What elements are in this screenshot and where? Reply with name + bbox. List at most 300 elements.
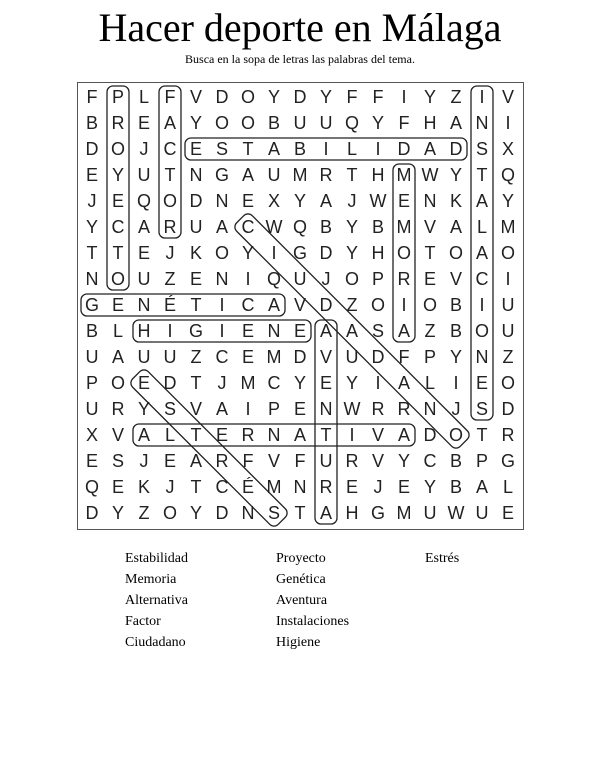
word-list-item: Proyecto [276, 551, 326, 566]
grid-cell: R [111, 399, 125, 419]
grid-cell: U [475, 503, 489, 523]
grid-cell: P [267, 399, 280, 419]
grid-cell: A [397, 425, 410, 445]
grid-cell: E [163, 451, 176, 471]
grid-cell: E [111, 477, 124, 497]
grid-cell: Q [266, 269, 281, 289]
grid-cell: U [319, 113, 333, 133]
grid-cell: O [344, 269, 359, 289]
grid-cell: B [85, 321, 98, 341]
grid-cell: E [137, 373, 150, 393]
grid-cell: J [165, 477, 175, 497]
grid-cell: Y [345, 243, 358, 263]
grid-cell: Z [190, 347, 202, 367]
grid-cell: T [476, 165, 488, 185]
grid-cell: D [371, 347, 385, 367]
grid-cell: D [397, 139, 411, 159]
grid-cell: Y [397, 451, 410, 471]
grid-cell: V [423, 217, 436, 237]
grid-cell: I [479, 87, 485, 107]
grid-cell: Y [111, 165, 124, 185]
grid-cell: O [396, 243, 411, 263]
grid-cell: E [111, 295, 124, 315]
grid-cell: A [449, 113, 462, 133]
grid-cell: L [424, 373, 435, 393]
instructions: Busca en la sopa de letras las palabras del tema. [185, 52, 415, 66]
grid-cell: Y [345, 373, 358, 393]
grid-cell: E [215, 425, 228, 445]
grid-cell: V [189, 399, 202, 419]
grid-cell: M [266, 477, 282, 497]
grid-cell: N [215, 191, 229, 211]
grid-cell: R [501, 425, 515, 445]
grid-cell: A [345, 321, 358, 341]
grid-cell: H [371, 243, 385, 263]
grid-cell: A [475, 243, 488, 263]
grid-cell: D [423, 425, 437, 445]
grid-cell: E [189, 139, 202, 159]
grid-cell: U [319, 451, 333, 471]
grid-cell: D [319, 295, 333, 315]
grid-cell: P [85, 373, 98, 393]
grid-cell: E [241, 191, 254, 211]
grid-cell: M [292, 165, 308, 185]
grid-cell: I [375, 373, 381, 393]
grid-cell: J [373, 477, 383, 497]
grid-cell: U [85, 399, 99, 419]
grid-cell: U [293, 113, 307, 133]
grid-cell: E [85, 165, 98, 185]
grid-cell: Z [502, 347, 514, 367]
grid-cell: T [164, 165, 176, 185]
grid-cell: W [265, 217, 283, 237]
grid-cell: U [423, 503, 437, 523]
grid-cell: U [137, 165, 151, 185]
grid-cell: I [245, 269, 251, 289]
grid-cell: L [346, 139, 357, 159]
grid-cell: R [319, 165, 333, 185]
grid-cell: C [215, 347, 229, 367]
grid-cell: K [189, 243, 202, 263]
word-list-item: Higiene [276, 635, 321, 650]
grid-cell: G [292, 243, 307, 263]
grid-cell: G [370, 503, 385, 523]
grid-cell: Y [423, 477, 436, 497]
grid-cell: E [319, 373, 332, 393]
grid-cell: O [240, 113, 255, 133]
grid-cell: Y [319, 87, 332, 107]
grid-cell: Y [423, 87, 436, 107]
grid-cell: I [245, 399, 251, 419]
grid-cell: O [162, 191, 177, 211]
grid-cell: D [215, 503, 229, 523]
grid-cell: I [167, 321, 173, 341]
grid-cell: Y [293, 191, 306, 211]
grid-cell: Q [500, 165, 515, 185]
grid-cell: M [396, 217, 412, 237]
grid-cell: C [163, 139, 177, 159]
grid-cell: O [448, 243, 463, 263]
grid-cell: L [138, 87, 149, 107]
grid-cell: E [137, 243, 150, 263]
grid-cell: D [85, 139, 99, 159]
grid-cell: W [369, 191, 387, 211]
grid-cell: E [241, 321, 254, 341]
grid-cell: A [137, 425, 150, 445]
grid-cell: Y [449, 165, 462, 185]
grid-cell: X [267, 191, 280, 211]
grid-cell: R [319, 477, 333, 497]
grid-cell: E [345, 477, 358, 497]
grid-cell: E [85, 451, 98, 471]
grid-cell: I [219, 295, 225, 315]
grid-cell: A [111, 347, 124, 367]
grid-cell: U [293, 269, 307, 289]
grid-cell: B [85, 113, 98, 133]
grid-cell: I [323, 139, 329, 159]
grid-cell: I [401, 87, 407, 107]
grid-cell: W [447, 503, 465, 523]
grid-cell: X [501, 139, 514, 159]
grid-cell: É [241, 477, 254, 497]
grid-cell: O [110, 373, 125, 393]
grid-cell: Y [501, 191, 514, 211]
grid-cell: H [137, 321, 151, 341]
grid-cell: E [293, 321, 306, 341]
grid-cell: F [398, 347, 410, 367]
grid-cell: U [137, 347, 151, 367]
grid-cell: T [476, 425, 488, 445]
grid-cell: Y [111, 503, 124, 523]
grid-cell: O [110, 269, 125, 289]
grid-cell: H [423, 113, 437, 133]
grid-cell: N [215, 269, 229, 289]
grid-cell: I [505, 113, 511, 133]
grid-cell: Z [164, 269, 176, 289]
grid-cell: R [163, 217, 177, 237]
grid-cell: T [242, 139, 254, 159]
grid-cell: V [293, 295, 306, 315]
grid-cell: Y [189, 113, 202, 133]
grid-cell: É [163, 295, 176, 315]
grid-cell: A [397, 321, 410, 341]
grid-cell: U [163, 347, 177, 367]
grid-cell: L [164, 425, 175, 445]
grid-cell: U [345, 347, 359, 367]
grid-cell: U [501, 295, 515, 315]
grid-cell: R [371, 399, 385, 419]
word-list-item: Genética [276, 572, 326, 587]
grid-cell: I [401, 295, 407, 315]
grid-cell: J [165, 243, 175, 263]
grid-cell: K [449, 191, 462, 211]
grid-cell: B [449, 321, 462, 341]
grid-cell: C [215, 477, 229, 497]
grid-cell: G [500, 451, 515, 471]
grid-cell: O [214, 113, 229, 133]
grid-cell: Z [450, 87, 462, 107]
grid-cell: T [346, 165, 358, 185]
grid-cell: I [349, 425, 355, 445]
grid-cell: T [190, 295, 202, 315]
word-list-item: Estrés [425, 551, 460, 566]
grid-cell: N [475, 113, 489, 133]
grid-cell: I [375, 139, 381, 159]
grid-cell: T [190, 425, 202, 445]
grid-cell: D [319, 243, 333, 263]
grid-cell: J [139, 451, 149, 471]
grid-cell: S [371, 321, 384, 341]
grid-cell: F [294, 451, 306, 471]
grid-cell: M [500, 217, 516, 237]
grid-cell: G [84, 295, 99, 315]
grid-cell: O [370, 295, 385, 315]
grid-cell: S [215, 139, 228, 159]
grid-cell: M [266, 347, 282, 367]
grid-cell: A [163, 113, 176, 133]
grid-cell: H [371, 165, 385, 185]
grid-cell: C [423, 451, 437, 471]
grid-cell: N [423, 191, 437, 211]
grid-cell: G [214, 165, 229, 185]
grid-cell: O [422, 295, 437, 315]
grid-cell: V [319, 347, 332, 367]
grid-cell: A [319, 321, 332, 341]
grid-cell: E [475, 373, 488, 393]
grid-cell: O [162, 503, 177, 523]
grid-cell: K [137, 477, 150, 497]
grid-cell: V [189, 87, 202, 107]
grid-cell: B [449, 477, 462, 497]
grid-cell: D [163, 373, 177, 393]
word-list-item: Estabilidad [125, 551, 188, 566]
grid-cell: O [110, 139, 125, 159]
grid-cell: T [294, 503, 306, 523]
grid-cell: A [241, 165, 254, 185]
grid-cell: B [267, 113, 280, 133]
grid-cell: D [85, 503, 99, 523]
grid-cell: B [371, 217, 384, 237]
grid-cell: I [219, 321, 225, 341]
grid-cell: J [321, 269, 331, 289]
grid-cell: N [475, 347, 489, 367]
grid-cell: A [189, 451, 202, 471]
grid-cell: Z [424, 321, 436, 341]
grid-cell: Q [136, 191, 151, 211]
grid-cell: W [343, 399, 361, 419]
grid-cell: O [448, 425, 463, 445]
grid-cell: U [189, 217, 203, 237]
grid-cell: E [501, 503, 514, 523]
grid-cell: N [189, 165, 203, 185]
grid-cell: C [111, 217, 125, 237]
grid-cell: U [501, 321, 515, 341]
grid-cell: W [421, 165, 439, 185]
grid-cell: J [451, 399, 461, 419]
grid-cell: T [320, 425, 332, 445]
grid-cell: A [267, 295, 280, 315]
grid-cell: B [293, 139, 306, 159]
grid-cell: Q [84, 477, 99, 497]
grid-cell: A [319, 191, 332, 211]
word-list-item: Aventura [276, 593, 328, 608]
grid-cell: Y [189, 503, 202, 523]
grid-cell: I [505, 269, 511, 289]
grid-cell: J [347, 191, 357, 211]
grid-cell: Y [449, 347, 462, 367]
grid-cell: P [475, 451, 488, 471]
grid-cell: M [240, 373, 256, 393]
grid-cell: V [501, 87, 514, 107]
grid-cell: L [502, 477, 513, 497]
grid-cell: Y [267, 87, 280, 107]
grid-cell: B [449, 295, 462, 315]
grid-cell: T [112, 243, 124, 263]
grid-cell: I [271, 243, 277, 263]
grid-cell: V [111, 425, 124, 445]
grid-cell: N [85, 269, 99, 289]
grid-cell: Y [371, 113, 384, 133]
grid-cell: Y [241, 243, 254, 263]
grid-cell: Y [293, 373, 306, 393]
grid-cell: P [423, 347, 436, 367]
grid-cell: T [86, 243, 98, 263]
grid-cell: A [423, 139, 436, 159]
grid-cell: A [293, 425, 306, 445]
grid-cell: Q [292, 217, 307, 237]
grid-cell: T [190, 477, 202, 497]
grid-cell: E [189, 269, 202, 289]
grid-cell: C [241, 217, 255, 237]
grid-cell: C [267, 373, 281, 393]
grid-cell: A [475, 477, 488, 497]
page-title: Hacer deporte en Málaga [98, 5, 502, 50]
grid-cell: J [87, 191, 97, 211]
grid-cell: S [111, 451, 124, 471]
grid-cell: Y [85, 217, 98, 237]
grid-cell: F [346, 87, 358, 107]
grid-cell: M [396, 165, 412, 185]
grid-cell: A [475, 191, 488, 211]
grid-cell: R [215, 451, 229, 471]
grid-cell: D [293, 347, 307, 367]
grid-cell: N [137, 295, 151, 315]
grid-cell: I [453, 373, 459, 393]
grid-cell: Q [344, 113, 359, 133]
grid-cell: H [345, 503, 359, 523]
grid-cell: F [164, 87, 176, 107]
grid-cell: S [475, 399, 488, 419]
grid-cell: V [267, 451, 280, 471]
grid-cell: O [500, 243, 515, 263]
grid-cell: U [267, 165, 281, 185]
grid-cell: R [111, 113, 125, 133]
grid-cell: S [267, 503, 280, 523]
grid-cell: E [241, 347, 254, 367]
grid-cell: T [424, 243, 436, 263]
grid-cell: G [188, 321, 203, 341]
grid-cell: A [397, 373, 410, 393]
grid-cell: R [397, 269, 411, 289]
grid-cell: P [111, 87, 124, 107]
grid-cell: D [501, 399, 515, 419]
grid-cell: O [500, 373, 515, 393]
grid-cell: P [371, 269, 384, 289]
word-list-item: Memoria [125, 572, 177, 587]
grid-cell: O [240, 87, 255, 107]
grid-cell: Y [345, 217, 358, 237]
grid-cell: S [475, 139, 488, 159]
grid-cell: E [111, 191, 124, 211]
grid-cell: F [242, 451, 254, 471]
grid-cell: R [345, 451, 359, 471]
word-list-item: Factor [125, 614, 161, 629]
word-list-column-1 [125, 548, 188, 653]
grid-cell: V [449, 269, 462, 289]
grid-cell: D [215, 87, 229, 107]
grid-cell: E [423, 269, 436, 289]
grid-cell: B [449, 451, 462, 471]
grid-cell: V [371, 451, 384, 471]
grid-cell: D [293, 87, 307, 107]
grid-cell: N [423, 399, 437, 419]
grid-cell: A [449, 217, 462, 237]
grid-cell: N [319, 399, 333, 419]
grid-cell: A [215, 399, 228, 419]
grid-cell: C [475, 269, 489, 289]
grid-cell: D [189, 191, 203, 211]
grid-cell: O [474, 321, 489, 341]
grid-cell: Y [137, 399, 150, 419]
grid-cell: F [86, 87, 98, 107]
grid-cell: L [476, 217, 487, 237]
grid-cell: U [137, 269, 151, 289]
grid-cell: B [319, 217, 332, 237]
grid-cell: N [267, 321, 281, 341]
grid-cell: Z [346, 295, 358, 315]
grid-cell: X [85, 425, 98, 445]
letter-grid [79, 84, 521, 526]
grid-cell: E [397, 191, 410, 211]
grid-cell: M [396, 503, 412, 523]
grid-cell: U [85, 347, 99, 367]
grid-cell: S [163, 399, 176, 419]
word-list-column-3 [425, 548, 459, 569]
grid-cell: A [215, 217, 228, 237]
grid-cell: A [267, 139, 280, 159]
grid-cell: V [371, 425, 384, 445]
grid-cell: N [267, 425, 281, 445]
grid-cell: N [293, 477, 307, 497]
grid-cell: E [397, 477, 410, 497]
grid-cell: C [241, 295, 255, 315]
grid-cell: D [449, 139, 463, 159]
grid-cell: Z [138, 503, 150, 523]
grid-cell: T [190, 373, 202, 393]
grid-cell: F [398, 113, 410, 133]
word-list-item: Ciudadano [125, 635, 186, 650]
grid-cell: N [241, 503, 255, 523]
grid-cell: J [139, 139, 149, 159]
grid-cell: F [372, 87, 384, 107]
grid-cell: R [397, 399, 411, 419]
grid-cell: A [137, 217, 150, 237]
grid-cell: O [214, 243, 229, 263]
grid-cell: I [479, 295, 485, 315]
grid-cell: E [293, 399, 306, 419]
grid-cell: L [112, 321, 123, 341]
word-list-column-2 [276, 548, 349, 653]
